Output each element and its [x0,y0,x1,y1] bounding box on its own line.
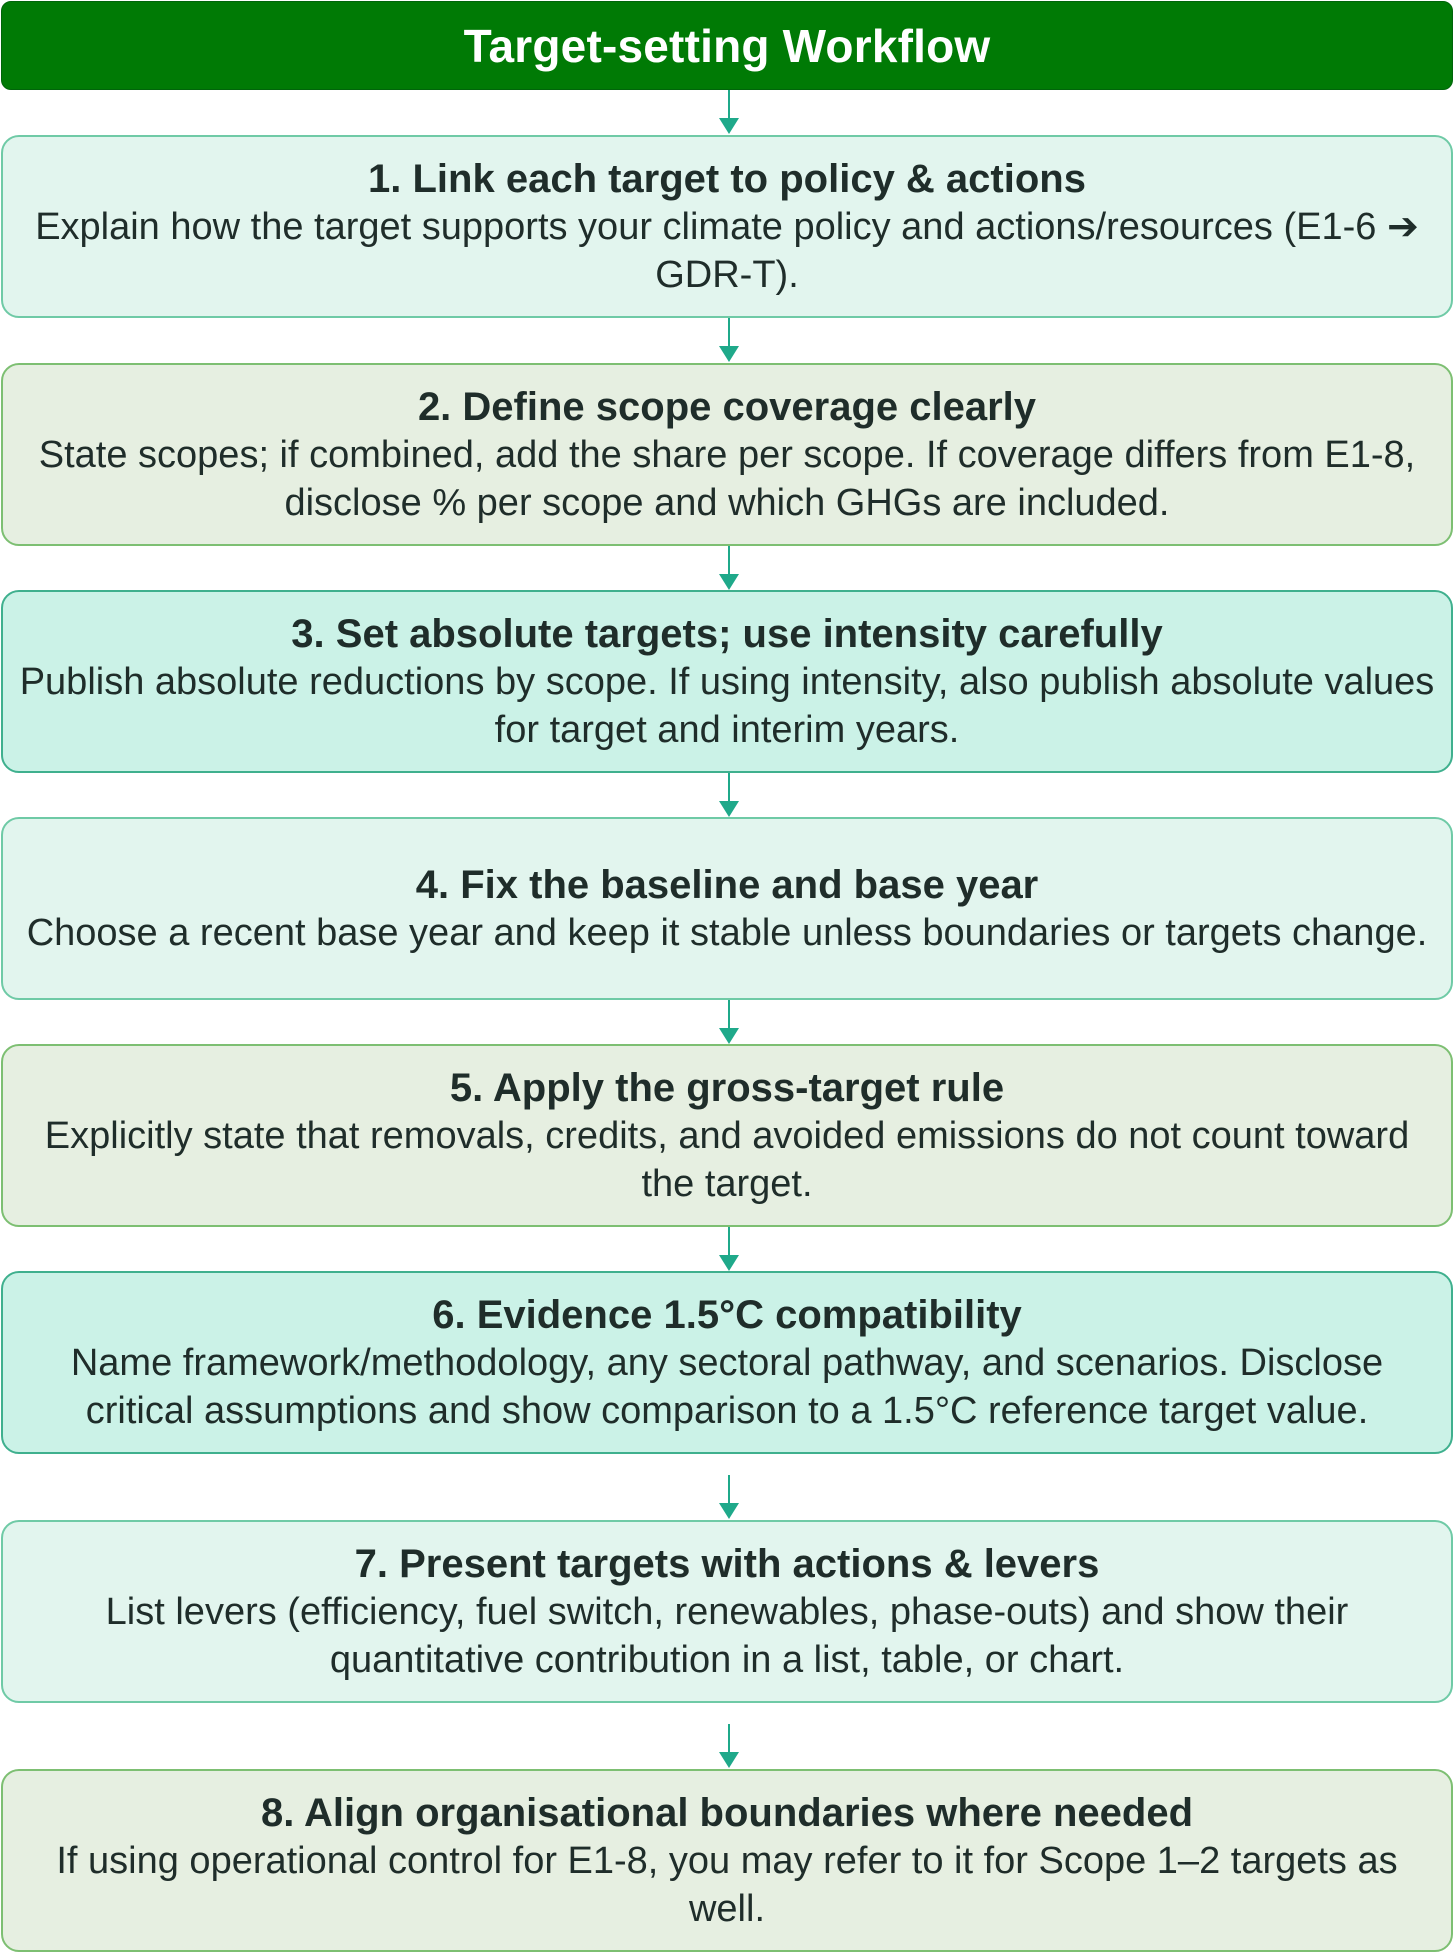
step-6-title: 6. Evidence 1.5°C compatibility [432,1292,1022,1337]
step-1-box [1,135,1453,318]
connector-arrow [719,90,739,135]
step-6-description: Name framework/methodology, any sectoral pathway, and scenarios. Disclose critical assumptions and show comparison to a 1.5°C reference target value. [70,1341,1384,1432]
step-8-description: If using operational control for E1-8, you may refer to it for Scope 1–2 targets as well. [56,1839,1398,1930]
workflow-title: Target-setting Workflow [463,19,991,72]
step-3-description: Publish absolute reductions by scope. If using intensity, also publish absolute values for target and interim years. [19,660,1435,751]
step-7-description: List levers (efficiency, fuel switch, renewables, phase-outs) and show their quantitative contribution in a list, table, or chart. [105,1590,1349,1681]
step-7-title: 7. Present targets with actions & levers [354,1541,1100,1586]
step-1-title: 1. Link each target to policy & actions [368,156,1086,201]
connector-arrow [719,318,739,363]
step-4-title: 4. Fix the baseline and base year [415,862,1039,907]
step-3-box [1,590,1453,773]
step-5-title: 5. Apply the gross-target rule [449,1065,1005,1110]
connector-arrow [719,1000,739,1045]
step-7-box [1,1520,1453,1703]
workflow-header [1,1,1453,90]
step-4-description: Choose a recent base year and keep it stable unless boundaries or targets change. [26,911,1428,954]
step-8-box [1,1769,1453,1952]
step-4-box [1,817,1453,1000]
connector-arrow [719,1475,739,1520]
step-5-description: Explicitly state that removals, credits, and avoided emissions do not count toward the target. [44,1114,1410,1205]
connector-arrow [719,1724,739,1769]
step-2-description: State scopes; if combined, add the share per scope. If coverage differs from E1-8, disclose % per scope and which GHGs are included. [38,433,1416,524]
step-2-box [1,363,1453,546]
connector-arrow [719,1227,739,1272]
step-8-title: 8. Align organisational boundaries where needed [260,1790,1194,1835]
step-2-title: 2. Define scope coverage clearly [417,384,1037,429]
step-1-description: Explain how the target supports your climate policy and actions/resources (E1-6 ➔ GDR-T). [35,205,1419,296]
step-5-box [1,1044,1453,1227]
connector-arrow [719,773,739,818]
connector-arrow [719,546,739,591]
step-6-box [1,1271,1453,1454]
step-3-title: 3. Set absolute targets; use intensity carefully [291,611,1163,656]
